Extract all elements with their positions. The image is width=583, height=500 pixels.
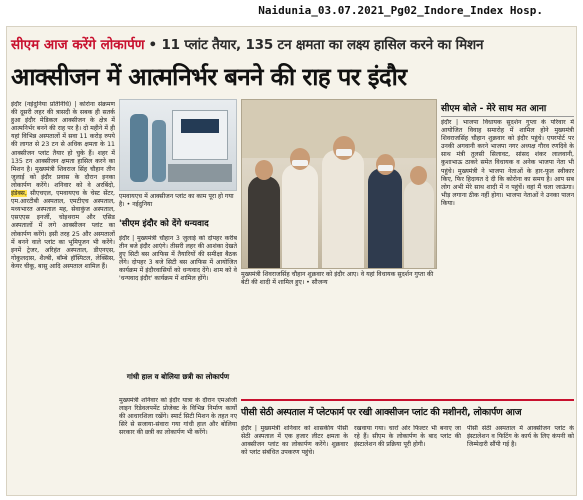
person-head	[255, 160, 273, 180]
kicker-line	[11, 31, 574, 57]
person-figure	[368, 168, 402, 268]
article-text-part2: सीएचएल, एमवायएच के चेस्ट सेंटर, एम.आरटीबी अस्पताल, एमटीएच अस्पताल, मध्यभारत अस्पताल मह, सेवाकुंज अस्पताल, एसएएस इनर्जी, चोइथराम और एसिड अस्पतालों में लगे आक्सीजन प्लांट का लोकार्पण करेंगे। इसी तरह 25 और अस्पतालों में बनने वाले प्लांट का भूमिपूजन भी करेंगे। इनमें ट्रेजर, अरिहंत अस्पताल, डीएनएस, गोकुलदास, शैल्बी, बॉम्बे हॉस्पिटल, लेक्सिस, केयर चीकू, बासु आदि अस्पताल शामिल हैं।	[11, 190, 115, 270]
lower-story-headline: पीसी सेठी अस्पताल में प्लेटफार्म पर रखी आक्सीजन प्लांट की मशीनरी, लोकार्पण आज	[241, 407, 522, 418]
side-story-text: इंदौर | भाजपा विधायक सुदर्शन गुप्ता के परिवार में आयोजित विवाह समारोह में शामिल होने मुख्यमंत्री शिवराजसिंह चौहान शुक्रवार को इंदौर पहुंचे। एयरपोर्ट पर उनकी अगवानी करने भाजपा नगर अध्यक्ष गौरव रणदिवे के साथ मंत्री तुलसी सिलावट, सांसद शंकर लालवानी, कुशाभाऊ ठाकरे समेत विधायक व अनेक भाजपा नेता भी पहुंचे। मुख्यमंत्री ने भाजपा नेताओं के हार-फूल स्वीकार किए, फिर हिदायत दे दी कि कोरोना का समय है। आप सब लोग अभी मेरे साथ शादी में न पहुंचें। वहां मैं चला जाऊंगा। भीड़ लगाना ठीक नहीं होगा। भाजपा नेताओं ने उनका पालन किया।	[441, 119, 574, 207]
gandhi-hall-subhead: गांधी हाल व बोलिया छत्री का लोकार्पण	[126, 372, 230, 381]
person-figure	[248, 176, 280, 268]
oxygen-plant-photo	[119, 99, 237, 191]
face-mask	[292, 160, 308, 166]
article-text-part1: इंदौर (नईदुनिया प्रतिनिधि) | कोरोना संक्रमण की दूसरी लहर की त्रासदी के सबक ही सतर्क हुआ इंदौर मेडिकल आक्सीजन के क्षेत्र में आत्मनिर्भर बनने की राह पर है। दो महीने में ही यहां विभिन्न अस्पतालों में सवा 11 करोड़ रुपये की लागत से 23 टन से अधिक क्षमता के 11 आक्सीजन प्लांट तैयार हो चुके हैं। शहर में 135 टन आक्सीजन क्षमता हासिल करने का मिशन है। मुख्यमंत्री शिवराज सिंह चौहान तीन जुलाई को इंदौर प्रवास के दौरान इनका लोकार्पण करेंगे। शनिवार को वे अरबिंदो,	[11, 101, 115, 189]
panel-screen	[181, 119, 219, 133]
cm-thanks-subhead: 'सीएम इंदौर को देंगे धन्यवाद	[119, 219, 209, 229]
person-figure	[282, 164, 318, 268]
side-story-title: सीएम बोले - मेरे साथ मत आना	[441, 99, 574, 117]
highlighted-hospital-name: इंडेक्स,	[11, 190, 27, 198]
kicker-rest: • 11 प्लांट तैयार, 135 टन क्षमता का लक्ष्य हासिल करने का मिशन	[148, 37, 484, 53]
person-head	[290, 148, 310, 170]
machine-base	[168, 164, 232, 182]
kicker-label: सीएम आज करेंगे लोकार्पण	[11, 37, 145, 53]
person-figure	[322, 150, 364, 268]
face-mask	[378, 165, 393, 171]
oxygen-tank	[130, 114, 148, 182]
main-headline: आक्सीजन में आत्मनिर्भर बनने की राह पर इंदौर	[11, 61, 407, 91]
cm-group-photo	[241, 99, 437, 269]
file-caption: Naidunia_03.07.2021_Pg02_Indore_Index Hosp.	[258, 4, 543, 17]
gandhi-hall-article: मुख्यमंत्री शनिवार को इंदौर यात्रा के दौरान एमओजी लाइन रिडेवलपमेंट प्रोजेक्ट के विभिन्न निर्माण कार्यों की आधारशिला रखेंगे। स्मार्ट सिटी मिशन के तहत नए सिरे से सजाया-संवारा गया गांधी हाल और बोलिया सरकार की छत्री का लोकार्पण भी करेंगे।	[119, 397, 237, 437]
oxygen-plant-photo-caption: एमवायएच में आक्सीजन प्लांट का काम पूरा हो गया है। • नईदुनिया	[119, 193, 234, 208]
section-divider	[241, 399, 574, 401]
person-head	[333, 136, 355, 160]
cm-group-photo-caption: मुख्यमंत्री शिवराजसिंह चौहान शुक्रवार को इंदौर आए। वे यहां विधायक सुदर्शन गुप्ता की बेटी की शादी में शामिल हुए। • सौजन्य	[241, 271, 434, 286]
cm-thanks-article: इंदौर | मुख्यमंत्री चौहान 3 जुलाई को दोपहर करीब तीन बजे इंदौर आएंगे। तीसरी लहर की आशंका देखते हुए सिटी बस आफिस में तैयारियों की समीक्षा बैठक लेंगे। दोपहर 3 बजे सिटी बस आफिस में आयोजित कार्यक्रम में इंदौरवासियों को धन्यवाद देंगे। शाम को वे 'धन्यवाद इंदौर' कार्यक्रम में शामिल होंगे।	[119, 235, 237, 283]
face-mask	[336, 149, 352, 156]
lower-story-column: रखवाया गया। चारों ओर फिल्टर भी बनाए जा रहे हैं। सीएम के लोकार्पण के बाद प्लांट की इंस्टालेशन की प्रक्रिया पूरी होगी।	[354, 425, 461, 449]
article-column-left	[11, 101, 115, 493]
newspaper-clipping	[6, 26, 577, 496]
lower-story-column: पीसी सेठी अस्पताल में आक्सीजन प्लांट के इंस्टालेशन व फिटिंग के कार्य के लिए कंपनी को जिम्मेदारी सौंपी गई है।	[467, 425, 574, 449]
oxygen-tank-small	[152, 120, 166, 182]
lower-story-columns	[241, 425, 574, 493]
person-figure	[404, 180, 434, 268]
control-panel	[172, 110, 228, 160]
lower-story-column: इंदौर | मुख्यमंत्री शनिवार को शासकीय पीसी सेठी अस्पताल में एक हजार लीटर क्षमता के आक्सीजन प्लांट का लोकार्पण करेंगे। शुक्रवार को प्लांट संबंधित उपकरण पहुंचे।	[241, 425, 348, 457]
person-head	[410, 166, 427, 185]
